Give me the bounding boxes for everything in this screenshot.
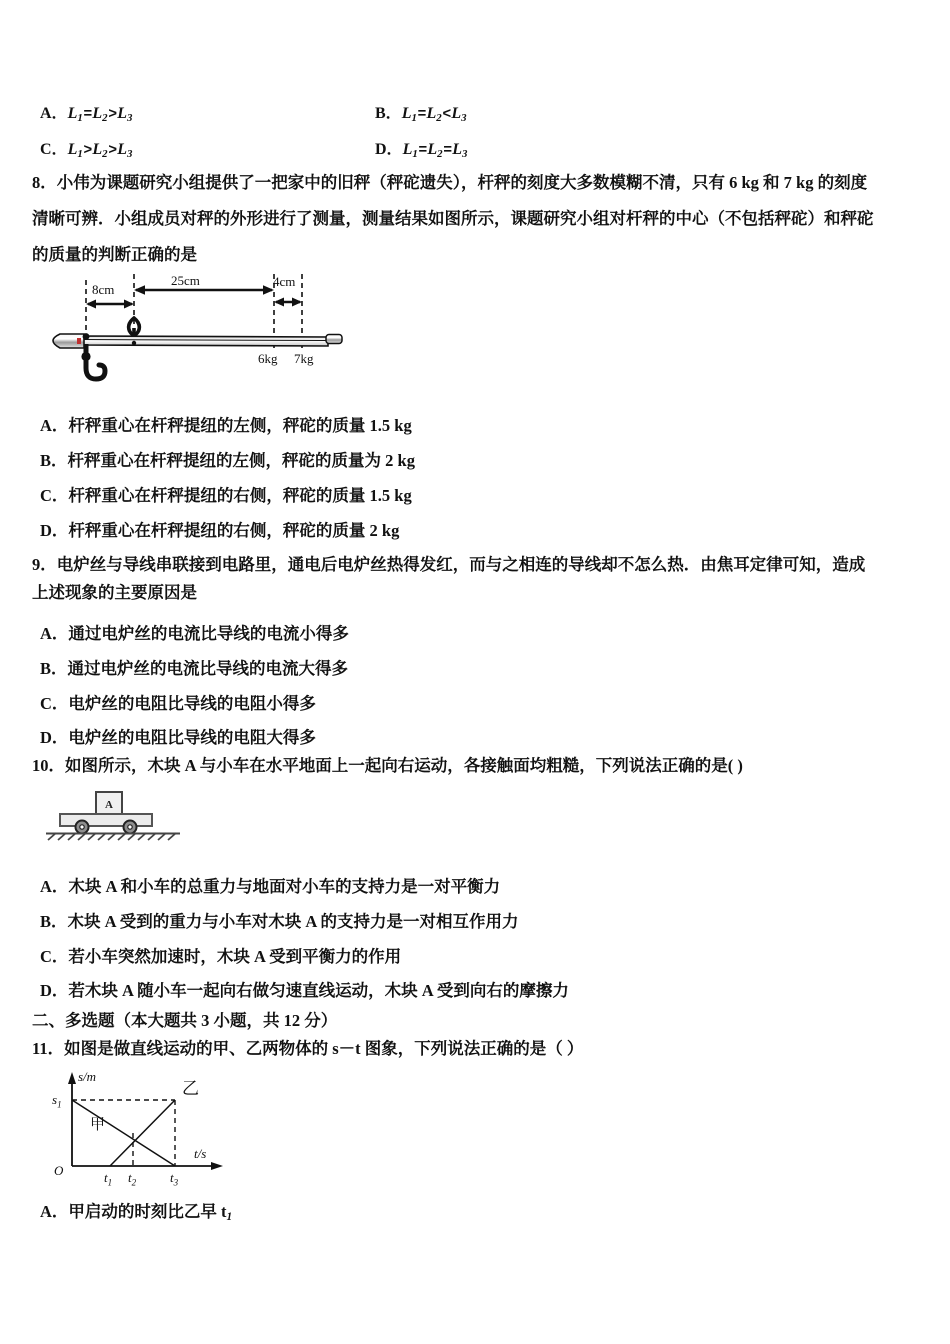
- option-label: B．: [40, 659, 68, 678]
- option-label: A．: [40, 624, 69, 643]
- option-label: A．: [40, 877, 69, 896]
- x-tick-t1: $t_1$: [104, 1170, 113, 1187]
- option-text: 若木块 A 随小车一起向右做匀速直线运动，木块 A 受到向右的摩擦力: [68, 981, 569, 1000]
- option-q7-d[interactable]: [375, 136, 467, 160]
- series-label-yi: 乙: [182, 1079, 199, 1098]
- option-label: A．: [40, 416, 69, 435]
- option-text: 杆秤重心在杆秤提纽的右侧，秤砣的质量 2 kg: [68, 521, 400, 540]
- series-label-jia: 甲: [90, 1117, 106, 1133]
- block-a-label: A: [105, 799, 113, 811]
- dimension-arrow-25cm: [134, 285, 274, 294]
- option-text: 杆秤重心在杆秤提纽的右侧，秤砣的质量 1.5 kg: [68, 486, 412, 505]
- dimension-arrow-8cm: [86, 300, 134, 309]
- option-text: 电炉丝的电阻比导线的电阻大得多: [68, 728, 316, 747]
- option-expression: $L_1>L_2>L_3$: [67, 141, 133, 161]
- option-text: 木块 A 和小车的总重力与地面对小车的支持力是一对平衡力: [68, 877, 501, 896]
- option-label: C．: [40, 141, 68, 158]
- option-q9-d[interactable]: [40, 724, 316, 748]
- option-expression: $L_1=L_2=L_3$: [402, 141, 468, 161]
- dimension-arrow-4cm: [274, 298, 302, 307]
- steelyard-right-tip: [326, 335, 342, 344]
- option-q8-b[interactable]: [40, 447, 415, 471]
- option-text: 通过电炉丝的电流比导线的电流大得多: [67, 659, 349, 678]
- option-q7-c[interactable]: [40, 136, 132, 160]
- option-label: D．: [40, 981, 69, 1000]
- steelyard-balance-figure: [40, 268, 370, 388]
- scale-mark-dot: [132, 341, 136, 345]
- option-label: C．: [40, 947, 69, 966]
- option-label: A．: [40, 105, 68, 122]
- steelyard-beam: [80, 336, 328, 346]
- option-q7-b[interactable]: [375, 100, 467, 124]
- question-9-stem-line-2: 上述现象的主要原因是: [32, 583, 197, 602]
- option-q8-c[interactable]: [40, 482, 412, 506]
- option-label: C．: [40, 486, 69, 505]
- option-label: A．: [40, 1202, 69, 1221]
- question-10-stem: 10．如图所示，木块 A 与小车在水平地面上一起向右运动，各接触面均粗糙，下列说法正确的是( ): [32, 756, 743, 775]
- y-tick-s1: $s_1$: [52, 1092, 62, 1110]
- option-q7-a[interactable]: [40, 100, 132, 124]
- option-text: 电炉丝的电阻比导线的电阻小得多: [68, 694, 316, 713]
- question-11-stem: 11．如图是做直线运动的甲、乙两物体的 s－t 图象，下列说法正确的是（ ）: [32, 1039, 584, 1058]
- option-q11-a[interactable]: [40, 1198, 232, 1223]
- option-q10-b[interactable]: [40, 908, 519, 932]
- option-text: 通过电炉丝的电流比导线的电流小得多: [68, 624, 349, 643]
- dimension-label-8cm: 8cm: [92, 282, 115, 297]
- x-tick-t3: $t_3$: [170, 1170, 179, 1187]
- option-q10-c[interactable]: [40, 943, 401, 967]
- x-axis-arrow: [211, 1162, 223, 1170]
- st-graph-figure: [42, 1062, 277, 1187]
- option-label: B．: [40, 912, 68, 931]
- option-expression: $L_1=L_2>L_3$: [67, 105, 133, 125]
- question-9-stem-line-1: 9．电炉丝与导线串联接到电路里，通电后电炉丝热得发红，而与之相连的导线却不怎么热．由焦耳定律可知，造成: [32, 555, 866, 574]
- option-q9-c[interactable]: [40, 690, 316, 714]
- option-text: 木块 A 受到的重力与小车对木块 A 的支持力是一对相互作用力: [67, 912, 519, 931]
- y-axis-label: s/m: [78, 1069, 97, 1084]
- option-q10-d[interactable]: [40, 977, 569, 1001]
- question-8-stem-line-1: 8．小伟为课题研究小组提供了一把家中的旧秤（秤砣遗失），杆秤的刻度大多数模糊不清，只有 6 kg 和 7 kg 的刻度: [32, 173, 868, 192]
- x-tick-t2: $t_2$: [128, 1170, 137, 1187]
- option-label: D．: [40, 521, 69, 540]
- option-text: 甲启动的时刻比乙早 t: [68, 1202, 227, 1221]
- option-q10-a[interactable]: [40, 873, 500, 897]
- series-line-jia: [72, 1100, 175, 1166]
- option-label: B．: [375, 105, 402, 122]
- option-text-subscript: 1: [226, 1211, 233, 1224]
- option-q8-a[interactable]: [40, 412, 412, 436]
- origin-label: O: [54, 1163, 64, 1178]
- option-text: 若小车突然加速时，木块 A 受到平衡力的作用: [68, 947, 402, 966]
- steelyard-hook: [81, 344, 105, 379]
- dimension-label-25cm: 25cm: [171, 273, 200, 288]
- option-label: D．: [40, 728, 69, 747]
- option-label: D．: [375, 141, 403, 158]
- steelyard-left-cap: [53, 334, 84, 348]
- y-axis-arrow: [68, 1072, 76, 1084]
- question-8-stem-line-3: 的质量的判断正确的是: [32, 245, 197, 264]
- option-expression: $L_1=L_2<L_3$: [401, 105, 467, 125]
- question-8-stem-line-2: 清晰可辨．小组成员对秤的外形进行了测量，测量结果如图所示，课题研究小组对杆秤的中心（不包括秤砣）和秤砣: [32, 209, 874, 228]
- steelyard-pivot-knob: [83, 333, 90, 340]
- cart-body: [60, 814, 152, 826]
- section-2-heading: 二、多选题（本大题共 3 小题，共 12 分）: [32, 1011, 338, 1030]
- option-q9-a[interactable]: [40, 620, 349, 644]
- option-q9-b[interactable]: [40, 655, 348, 679]
- option-label: B．: [40, 451, 68, 470]
- series-line-yi: [110, 1100, 175, 1166]
- scale-label-7kg: 7kg: [294, 351, 314, 366]
- option-text: 杆秤重心在杆秤提纽的左侧，秤砣的质量 1.5 kg: [68, 416, 412, 435]
- option-q8-d[interactable]: [40, 517, 399, 541]
- option-label: C．: [40, 694, 69, 713]
- block-on-cart-figure: [38, 790, 188, 842]
- x-axis-label: t/s: [194, 1146, 207, 1161]
- dimension-label-4cm: 4cm: [273, 274, 296, 289]
- option-text: 杆秤重心在杆秤提纽的左侧，秤砣的质量为 2 kg: [67, 451, 415, 470]
- scale-label-6kg: 6kg: [258, 351, 278, 366]
